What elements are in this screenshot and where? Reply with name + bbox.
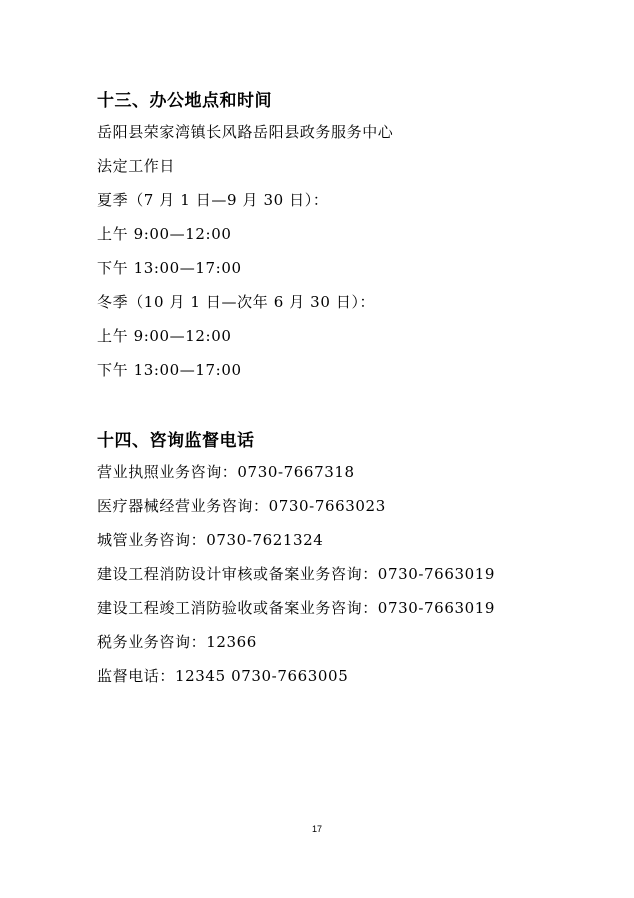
- summer-schedule-heading: 夏季（7 月 1 日—9 月 30 日）：: [97, 191, 329, 209]
- workday-label: 法定工作日: [97, 157, 176, 175]
- page-number: 17: [311, 824, 322, 834]
- summer-afternoon-hours: 下午 13:00—17:00: [97, 259, 242, 277]
- fire-design-review-phone: 建设工程消防设计审核或备案业务咨询：0730-7663019: [97, 565, 496, 583]
- winter-afternoon-hours: 下午 13:00—17:00: [97, 361, 242, 379]
- section-13-title: 十三、办公地点和时间: [97, 91, 272, 111]
- medical-device-phone: 医疗器械经营业务咨询：0730-7663023: [97, 497, 386, 515]
- supervision-phone: 监督电话：12345 0730-7663005: [97, 667, 349, 685]
- business-license-phone: 营业执照业务咨询：0730-7667318: [97, 463, 355, 481]
- urban-management-phone: 城管业务咨询：0730-7621324: [97, 531, 324, 549]
- office-address: 岳阳县荣家湾镇长风路岳阳县政务服务中心: [97, 123, 394, 141]
- section-14-title: 十四、咨询监督电话: [97, 431, 255, 451]
- summer-morning-hours: 上午 9:00—12:00: [97, 225, 232, 243]
- winter-morning-hours: 上午 9:00—12:00: [97, 327, 232, 345]
- winter-schedule-heading: 冬季（10 月 1 日—次年 6 月 30 日）：: [97, 293, 376, 311]
- tax-service-phone: 税务业务咨询：12366: [97, 633, 257, 651]
- fire-acceptance-phone: 建设工程竣工消防验收或备案业务咨询：0730-7663019: [97, 599, 496, 617]
